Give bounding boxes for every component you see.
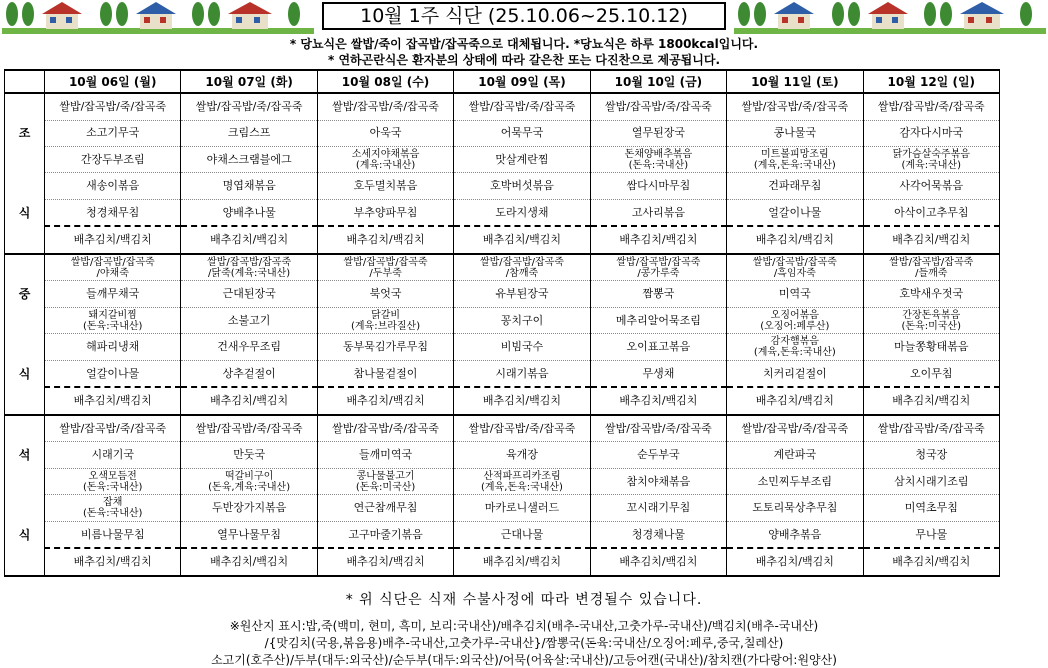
origin-line: 소고기(호주산)/두부(대두:외국산)/순두부(대두:외국산)/어묵(어육살:국내산)/고등어캔(국내산)/참치캔(가다랑어:원양산): [211, 653, 837, 667]
menu-cell: 쌀밥/잡곡밥/죽/잡곡죽: [863, 415, 999, 442]
menu-cell: 사각어묵볶음: [863, 173, 999, 199]
menu-item-name: 돈채양배추볶음: [624, 148, 693, 160]
menu-cell: [181, 468, 317, 494]
menu-cell: 배추김치/백김치: [181, 548, 317, 576]
menu-cell: 치커리겉절이: [727, 360, 863, 387]
menu-item-name: 산적파프리카조림: [483, 470, 561, 482]
menu-cell: [727, 307, 863, 333]
breakfast-row: [5, 146, 1000, 172]
menu-cell: 북엇국: [317, 281, 453, 307]
menu-cell: 쌀밥/잡곡밥/죽/잡곡죽: [863, 93, 999, 120]
menu-cell: [45, 307, 181, 333]
menu-cell: 배추김치/백김치: [317, 387, 453, 415]
menu-cell: 들깨미역국: [317, 442, 453, 468]
menu-cell: 비빔국수: [454, 334, 590, 360]
breakfast-row: [5, 93, 1000, 120]
origin-note: (돈육:미국산): [901, 320, 961, 332]
menu-cell: 육개장: [454, 442, 590, 468]
day-header: 10월 09일 (목): [454, 70, 590, 93]
day-header: 10월 07일 (화): [181, 70, 317, 93]
weekly-menu-table: [4, 69, 1000, 577]
menu-cell: 메추리알어묵조림: [590, 307, 726, 333]
menu-cell: 청경채무침: [45, 199, 181, 226]
origin-note: /두부죽: [369, 267, 402, 279]
menu-cell: [727, 334, 863, 360]
menu-cell: [863, 254, 999, 281]
menu-cell: 호박새우젓국: [863, 281, 999, 307]
menu-cell: 쌀밥/잡곡밥/죽/잡곡죽: [181, 93, 317, 120]
menu-cell: 양배추볶음: [727, 521, 863, 548]
meal-label: 중: [5, 281, 45, 307]
menu-cell: [454, 468, 590, 494]
meal-label: [5, 468, 45, 494]
menu-item-name: 닭갈비: [371, 309, 401, 321]
meal-label: [5, 173, 45, 199]
menu-cell: 배추김치/백김치: [181, 387, 317, 415]
menu-item-name: 간장돈육볶음: [902, 309, 961, 321]
menu-item-name: 콩나물불고기: [356, 470, 415, 482]
origin-note: (계육:브라질산): [350, 320, 421, 332]
dinner-row: [5, 468, 1000, 494]
origin-note: (돈육:국내산): [82, 481, 143, 493]
menu-cell: 배추김치/백김치: [45, 226, 181, 254]
menu-cell: 시래기볶음: [454, 360, 590, 387]
menu-cell: 배추김치/백김치: [454, 548, 590, 576]
menu-cell: 쌀밥/잡곡밥/죽/잡곡죽: [317, 93, 453, 120]
meal-label: [5, 254, 45, 281]
meal-label: 석: [5, 442, 45, 468]
origin-note: /흑임자죽: [773, 267, 816, 279]
menu-cell: [317, 254, 453, 281]
menu-cell: 야채스크램블에그: [181, 146, 317, 172]
menu-cell: 짬뽕국: [590, 281, 726, 307]
menu-cell: 쌀밥/잡곡밥/죽/잡곡죽: [590, 415, 726, 442]
menu-cell: 청경채나물: [590, 521, 726, 548]
origin-note: (계육:국내산): [355, 159, 416, 171]
menu-cell: 배추김치/백김치: [317, 548, 453, 576]
dinner-row: [5, 521, 1000, 548]
menu-cell: 배추김치/백김치: [727, 387, 863, 415]
menu-cell: 열무나물무침: [181, 521, 317, 548]
diabetic-diet-notice: * 당뇨식은 쌀밥/죽이 잡곡밥/잡곡죽으로 대체됩니다. *당뇨식은 하루 1800kcal입니다.: [289, 37, 759, 51]
menu-item-name: 쌀밥/잡곡밥/잡곡죽: [343, 256, 428, 268]
lunch-row: [5, 307, 1000, 333]
menu-cell: 청국장: [863, 442, 999, 468]
menu-cell: 꽁치구이: [454, 307, 590, 333]
menu-item-name: 감자햄볶음: [770, 336, 819, 348]
menu-cell: 유부된장국: [454, 281, 590, 307]
page-title: 10월 1주 식단 (25.10.06~25.10.12): [322, 2, 726, 30]
menu-cell: 고구마줄기볶음: [317, 521, 453, 548]
menu-cell: 상추겉절이: [181, 360, 317, 387]
breakfast-row: [5, 120, 1000, 146]
menu-cell: 삼치시래기조림: [863, 468, 999, 494]
origin-note: (돈육:국내산): [82, 320, 143, 332]
origin-note: (돈육:미국산): [355, 481, 416, 493]
lunch-row: [5, 334, 1000, 360]
day-header-row: [5, 70, 1000, 93]
menu-item-name: 쌀밥/잡곡밥/잡곡죽: [207, 256, 292, 268]
menu-cell: 쌀밥/잡곡밥/죽/잡곡죽: [727, 415, 863, 442]
menu-cell: 배추김치/백김치: [590, 387, 726, 415]
menu-cell: [45, 254, 181, 281]
menu-cell: 비름나물무침: [45, 521, 181, 548]
menu-cell: [45, 468, 181, 494]
menu-cell: 꼬시래기무침: [590, 495, 726, 521]
menu-cell: 쌀밥/잡곡밥/죽/잡곡죽: [727, 93, 863, 120]
day-header: 10월 10일 (금): [590, 70, 726, 93]
meal-label: [5, 93, 45, 120]
menu-cell: 무나물: [863, 521, 999, 548]
menu-cell: 명엽채볶음: [181, 173, 317, 199]
menu-item-name: 떡갈비구이: [224, 470, 274, 482]
menu-cell: 마카로니샐러드: [454, 495, 590, 521]
menu-cell: 쌀밥/잡곡밥/죽/잡곡죽: [317, 415, 453, 442]
menu-cell: 양배추나물: [181, 199, 317, 226]
menu-cell: 마늘쫑황태볶음: [863, 334, 999, 360]
menu-cell: 배추김치/백김치: [45, 387, 181, 415]
dinner-row: [5, 442, 1000, 468]
menu-cell: 배추김치/백김치: [727, 548, 863, 576]
menu-cell: 두반장가지볶음: [181, 495, 317, 521]
menu-cell: 콩나물국: [727, 120, 863, 146]
menu-cell: 쌀밥/잡곡밥/죽/잡곡죽: [454, 415, 590, 442]
header-banner: [0, 0, 1048, 40]
menu-cell: 들깨무채국: [45, 281, 181, 307]
breakfast-row: [5, 173, 1000, 199]
menu-cell: 고사리볶음: [590, 199, 726, 226]
lunch-row: [5, 281, 1000, 307]
menu-cell: [863, 307, 999, 333]
menu-cell: 새송이볶음: [45, 173, 181, 199]
menu-cell: 아욱국: [317, 120, 453, 146]
menu-item-name: 닭가슴살숙주볶음: [892, 148, 970, 160]
menu-item-name: 쌀밥/잡곡밥/잡곡죽: [752, 256, 837, 268]
origin-note: /콩가루죽: [637, 267, 680, 279]
menu-cell: 근대된장국: [181, 281, 317, 307]
dinner-row: [5, 495, 1000, 521]
menu-cell: 미역초무침: [863, 495, 999, 521]
day-header: 10월 06일 (월): [45, 70, 181, 93]
meal-label: [5, 226, 45, 254]
menu-cell: 쌀밥/잡곡밥/죽/잡곡죽: [454, 93, 590, 120]
menu-cell: 오이무침: [863, 360, 999, 387]
menu-cell: 얼갈이나물: [45, 360, 181, 387]
origin-line: ※원산지 표시:밥,죽(백미, 현미, 흑미, 보리:국내산)/배추김치(배추-국내산,고춧가루-국내산)/백김치(배추-국내산): [229, 619, 819, 633]
meal-label: [5, 495, 45, 521]
menu-item-name: 오징어볶음: [770, 309, 819, 321]
menu-cell: [317, 146, 453, 172]
lunch-row: [5, 387, 1000, 415]
lunch-row: [5, 360, 1000, 387]
day-header: 10월 12일 (일): [863, 70, 999, 93]
origin-note: (돈육:국내산): [628, 159, 689, 171]
menu-cell: 배추김치/백김치: [590, 226, 726, 254]
meal-label: [5, 307, 45, 333]
menu-cell: 크림스프: [181, 120, 317, 146]
meal-label: 식: [5, 360, 45, 387]
origin-note: (계육,돈육:국내산): [480, 481, 563, 493]
menu-cell: 배추김치/백김치: [454, 226, 590, 254]
village-decoration-right: [734, 0, 1046, 34]
menu-cell: 배추김치/백김치: [863, 548, 999, 576]
menu-cell: 부추양파무침: [317, 199, 453, 226]
menu-cell: [181, 254, 317, 281]
breakfast-row: [5, 199, 1000, 226]
menu-cell: 소민찌두부조림: [727, 468, 863, 494]
village-decoration-left: [2, 0, 314, 34]
menu-cell: 배추김치/백김치: [590, 548, 726, 576]
menu-cell: 배추김치/백김치: [181, 226, 317, 254]
menu-cell: 배추김치/백김치: [727, 226, 863, 254]
dinner-row: [5, 415, 1000, 442]
menu-cell: 미역국: [727, 281, 863, 307]
origin-note: (오징어:페루산): [760, 320, 830, 332]
origin-note: /참깨죽: [505, 267, 539, 279]
menu-cell: 쌀밥/잡곡밥/죽/잡곡죽: [590, 93, 726, 120]
menu-cell: 해파리냉채: [45, 334, 181, 360]
menu-item-name: 쌀밥/잡곡밥/잡곡죽: [889, 256, 974, 268]
menu-cell: [727, 146, 863, 172]
origin-note: /들깨죽: [915, 267, 948, 279]
menu-cell: [317, 468, 453, 494]
menu-cell: [45, 495, 181, 521]
menu-cell: 배추김치/백김치: [863, 387, 999, 415]
menu-cell: 순두부국: [590, 442, 726, 468]
menu-cell: 참치야채볶음: [590, 468, 726, 494]
menu-cell: 배추김치/백김치: [454, 387, 590, 415]
origin-note: (계육:국내산): [901, 159, 961, 171]
menu-cell: 쌀밥/잡곡밥/죽/잡곡죽: [181, 415, 317, 442]
dysphagia-diet-notice: * 연하곤란식은 환자분의 상태에 따라 갈은찬 또는 다진찬으로 제공됩니다.: [327, 53, 721, 67]
menu-item-name: 돼지갈비찜: [88, 309, 137, 321]
day-header: 10월 08일 (수): [317, 70, 453, 93]
menu-cell: 어묵무국: [454, 120, 590, 146]
menu-cell: 얼갈이나물: [727, 199, 863, 226]
origin-note: (계육,돈육:국내산): [753, 159, 836, 171]
menu-cell: 감자다시마국: [863, 120, 999, 146]
menu-cell: 쌈다시마무침: [590, 173, 726, 199]
meal-label: 식: [5, 521, 45, 548]
meal-label: [5, 548, 45, 576]
menu-cell: 소고기무국: [45, 120, 181, 146]
origin-line: /{맛김치(국용,볶음용)배추-국내산,고춧가루-국내산}/짬뽕국(돈육:국내산/오징어:페루,중국,칠레산): [264, 636, 784, 650]
menu-cell: [317, 307, 453, 333]
origin-note: /야채죽: [96, 267, 129, 279]
meal-label: [5, 146, 45, 172]
menu-cell: 아삭이고추무침: [863, 199, 999, 226]
menu-cell: 연근참깨무침: [317, 495, 453, 521]
origin-note: (돈육,계육:국내산): [208, 481, 291, 493]
menu-item-name: 미트볼피망조림: [761, 148, 829, 160]
menu-item-name: 쌀밥/잡곡밥/잡곡죽: [616, 256, 701, 268]
lunch-row: [5, 254, 1000, 281]
corner-cell: [5, 70, 45, 93]
menu-item-name: 소세지야채볶음: [351, 148, 420, 160]
day-header: 10월 11일 (토): [727, 70, 863, 93]
change-notice: * 위 식단은 식재 수불사정에 따라 변경될수 있습니다.: [345, 592, 703, 608]
meal-label: [5, 415, 45, 442]
menu-cell: 간장두부조림: [45, 146, 181, 172]
menu-cell: 만둣국: [181, 442, 317, 468]
origin-note: /닭죽(계육:국내산): [208, 267, 291, 279]
menu-cell: 도토리묵상추무침: [727, 495, 863, 521]
menu-cell: 쌀밥/잡곡밥/죽/잡곡죽: [45, 93, 181, 120]
dinner-row: [5, 548, 1000, 576]
menu-cell: 열무된장국: [590, 120, 726, 146]
menu-cell: 도라지생채: [454, 199, 590, 226]
menu-cell: [863, 146, 999, 172]
meal-label: 조: [5, 120, 45, 146]
menu-cell: 무생채: [590, 360, 726, 387]
meal-label: [5, 334, 45, 360]
menu-cell: 배추김치/백김치: [863, 226, 999, 254]
menu-cell: 맛살계란찜: [454, 146, 590, 172]
menu-cell: 배추김치/백김치: [317, 226, 453, 254]
origin-note: (돈육:국내산): [82, 508, 143, 520]
origin-note: (계육,돈육:국내산): [753, 347, 836, 359]
menu-cell: [590, 254, 726, 281]
menu-cell: 쌀밥/잡곡밥/죽/잡곡죽: [45, 415, 181, 442]
menu-cell: 시래기국: [45, 442, 181, 468]
menu-cell: 배추김치/백김치: [45, 548, 181, 576]
menu-cell: [590, 146, 726, 172]
menu-cell: [454, 254, 590, 281]
menu-cell: 건새우무조림: [181, 334, 317, 360]
meal-label: [5, 387, 45, 415]
menu-item-name: 오색모듬전: [88, 470, 137, 482]
menu-cell: 소불고기: [181, 307, 317, 333]
menu-cell: 호박버섯볶음: [454, 173, 590, 199]
menu-item-name: 쌀밥/잡곡밥/잡곡죽: [70, 256, 155, 268]
meal-label: 식: [5, 199, 45, 226]
menu-cell: 참나물겉절이: [317, 360, 453, 387]
menu-item-name: 쌀밥/잡곡밥/잡곡죽: [479, 256, 564, 268]
menu-cell: [727, 254, 863, 281]
menu-cell: 동부묵김가루무침: [317, 334, 453, 360]
breakfast-row: [5, 226, 1000, 254]
menu-cell: 호두멸치볶음: [317, 173, 453, 199]
menu-cell: 오이표고볶음: [590, 334, 726, 360]
menu-body: [5, 93, 1000, 576]
menu-item-name: 잡채: [103, 497, 123, 509]
menu-cell: 계란파국: [727, 442, 863, 468]
menu-cell: 근대나물: [454, 521, 590, 548]
menu-cell: 건파래무침: [727, 173, 863, 199]
